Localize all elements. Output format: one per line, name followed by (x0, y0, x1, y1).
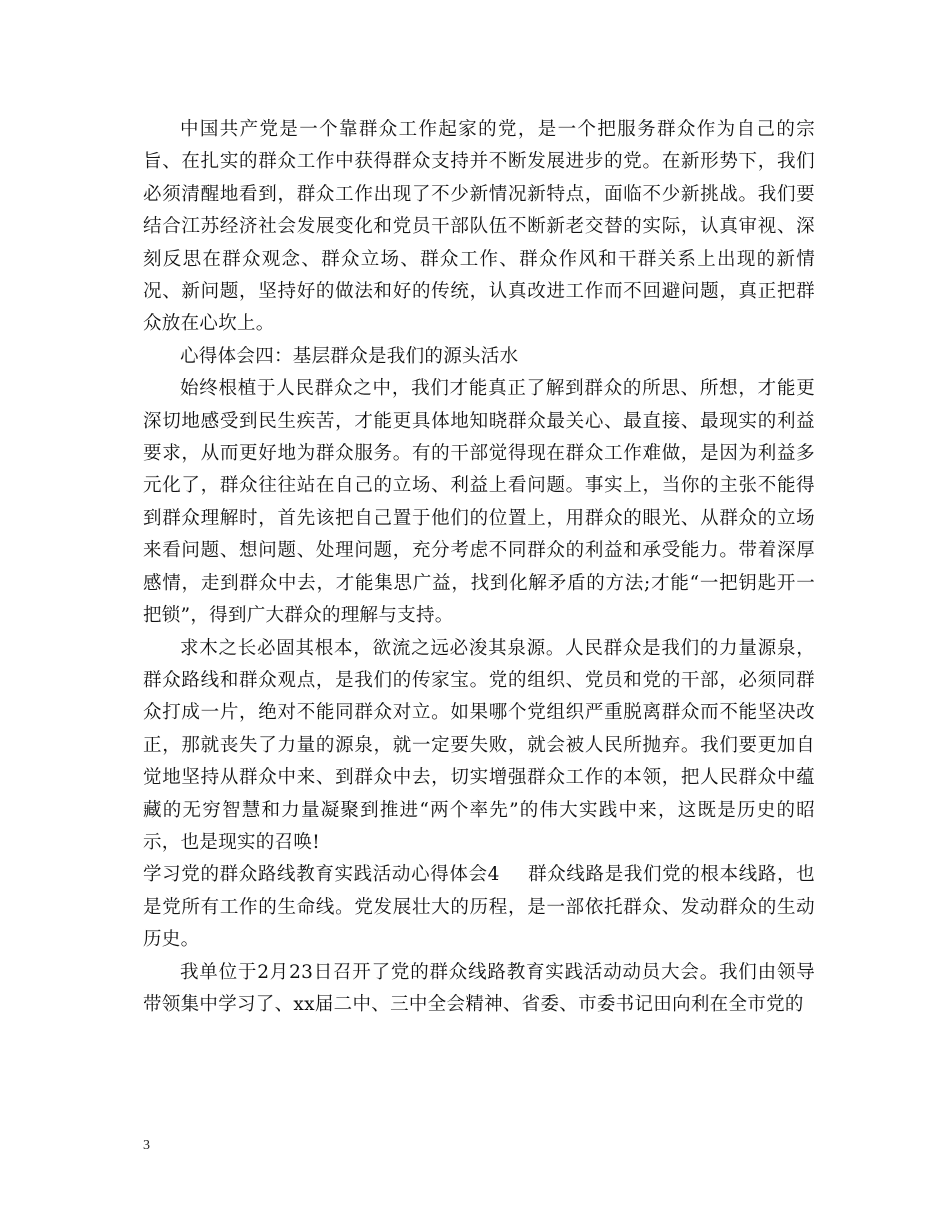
section-block (143, 859, 815, 956)
section-intro: 群众线路是我们党的根本线路，也是党所有工作的生命线。党发展壮大的历程，是一部依托群众、发动群众的生动历史。 (143, 864, 815, 951)
document-body (143, 114, 815, 1021)
section-title: 学习党的群众路线教育实践活动心得体会4 (143, 864, 500, 886)
page-number: 3 (143, 1138, 150, 1153)
paragraph: 我单位于2月23日召开了党的群众线路教育实践活动动员大会。我们由领导带领集中学习了、xx届二中、三中全会精神、省委、市委书记田向利在全市党的 (143, 961, 815, 1015)
paragraph: 中国共产党是一个靠群众工作起家的党，是一个把服务群众作为自己的宗旨、在扎实的群众工作中获得群众支持并不断发展进步的党。在新形势下，我们必须清醒地看到，群众工作出现了不少新情况新特点，面临不少新挑战。我们要结合江苏经济社会发展变化和党员干部队伍不断新老交替的实际，认真审视、深刻反思在群众观念、群众立场、群众工作、群众作风和干群关系上出现的新情况、新问题，坚持好的做法和好的传统，认真改进工作而不回避问题，真正把群众放在心坎上。 (143, 119, 815, 335)
paragraph: 始终根植于人民群众之中，我们才能真正了解到群众的所思、所想，才能更深切地感受到民生疾苦，才能更具体地知晓群众最关心、最直接、最现实的利益要求，从而更好地为群众服务。有的干部觉得现在群众工作难做，是因为利益多元化了，群众往往站在自己的立场、利益上看问题。事实上，当你的主张不能得到群众理解时，首先该把自己置于他们的位置上，用群众的眼光、从群众的立场来看问题、想问题、处理问题，充分考虑不同群众的利益和承受能力。带着深厚感情，走到群众中去，才能集思广益，找到化解矛盾的方法;才能“一把钥匙开一把锁”，得到广大群众的理解与支持。 (143, 378, 815, 627)
paragraph: 求木之长必固其根本，欲流之远必浚其泉源。人民群众是我们的力量源泉，群众路线和群众观点，是我们的传家宝。党的组织、党员和党的干部，必须同群众打成一片，绝对不能同群众对立。如果哪个党组织严重脱离群众而不能坚决改正，那就丧失了力量的源泉，就一定要失败，就会被人民所抛弃。我们要更加自觉地坚持从群众中来、到群众中去，切实增强群众工作的本领，把人民群众中蕴藏的无穷智慧和力量凝聚到推进“两个率先”的伟大实践中来，这既是历史的昭示，也是现实的召唤! (143, 637, 815, 853)
section-heading: 心得体会四：基层群众是我们的源头活水 (180, 345, 519, 367)
